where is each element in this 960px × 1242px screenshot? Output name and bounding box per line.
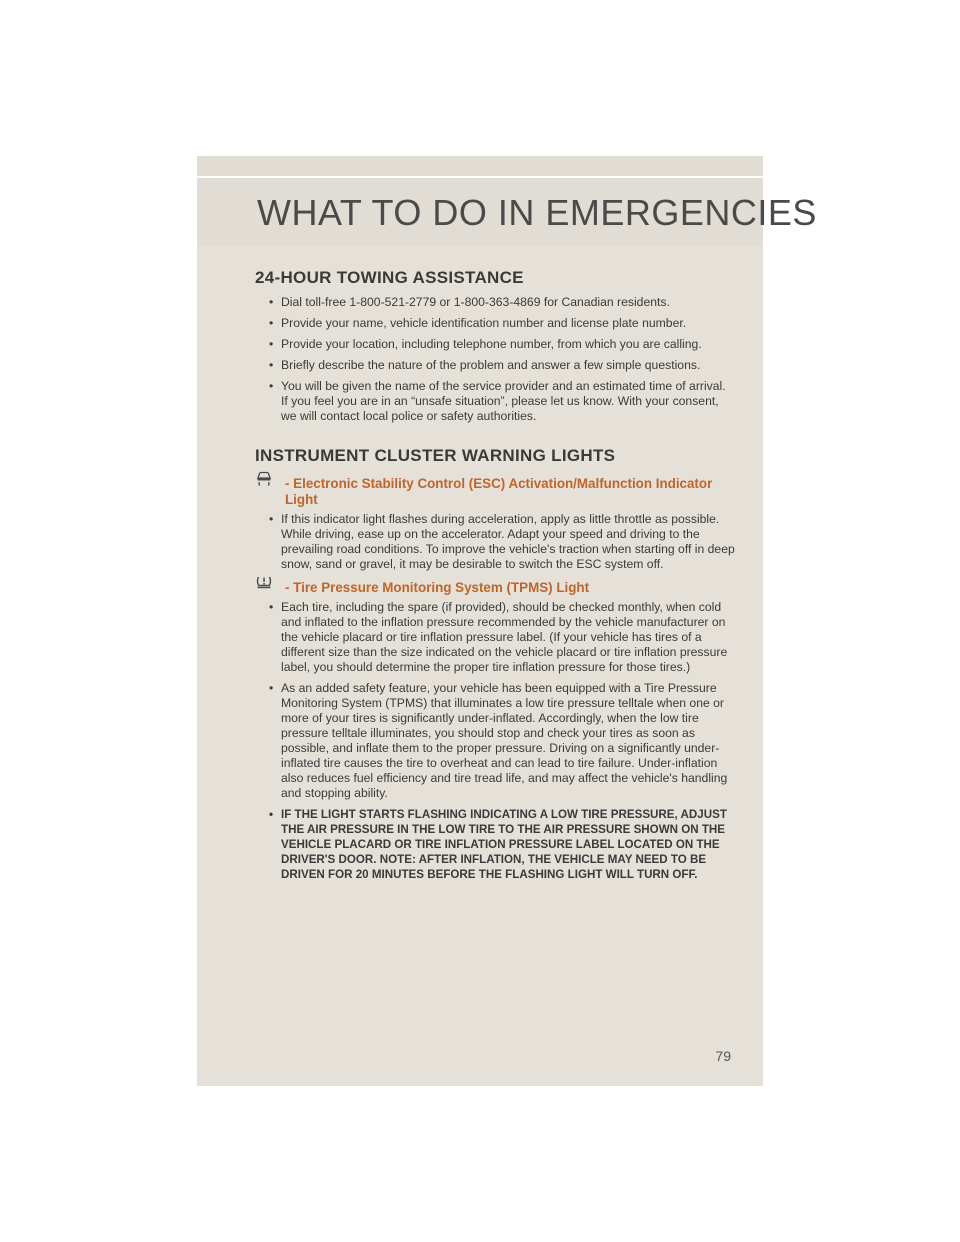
- towing-list: [255, 295, 735, 424]
- esc-list: [255, 512, 735, 572]
- towing-heading: 24-HOUR TOWING ASSISTANCE: [255, 268, 524, 287]
- list-item: • Dial toll-free 1-800-521-2779 or 1-800-363-4869 for Canadian residents.: [269, 295, 735, 310]
- manual-page: [197, 156, 817, 1086]
- section-title: WHAT TO DO IN EMERGENCIES: [257, 192, 817, 233]
- header-rule: [197, 176, 763, 178]
- list-item: • Provide your location, including telephone number, from which you are calling.: [269, 337, 735, 352]
- list-item: • Provide your name, vehicle identification number and license plate number.: [269, 316, 735, 331]
- list-item: • As an added safety feature, your vehicle has been equipped with a Tire Pressure Monitoring System (TPMS) that illuminates a low tire pressure telltale when one or more of your tires is significantly under-inflated. Accordingly, when the low tire pressure telltale illuminates, you should stop and check your tires as soon as possible, and inflate them to the proper pressure. Driving on a significantly under-inflated tire causes the tire to overheat and can lead to tire failure. Under-inflation also reduces fuel efficiency and tire tread life, and may affect the vehicle's handling and stopping ability.: [269, 681, 735, 801]
- list-item: • You will be given the name of the service provider and an estimated time of arrival. If you feel you are in an “unsafe situation”, please let us know. With your consent, we will contact local police or safety authorities.: [269, 379, 735, 424]
- tpms-tire-icon: [255, 574, 273, 590]
- list-item: • If this indicator light flashes during acceleration, apply as little throttle as possible. While driving, ease up on the accelerator. Adapt your speed and driving to the prevailing road conditions. To improve the vehicle's traction when starting off in deep snow, sand or gravel, it may be desirable to switch the ESC system off.: [269, 512, 735, 572]
- list-item: • Each tire, including the spare (if provided), should be checked monthly, when cold and inflated to the inflation pressure recommended by the vehicle manufacturer on the vehicle placard or tire inflation pressure label. (If your vehicle has tires of a different size than the size indicated on the vehicle placard or tire inflation pressure label, you should determine the proper tire inflation pressure for those tires.): [269, 600, 735, 675]
- warning-lights-heading: INSTRUMENT CLUSTER WARNING LIGHTS: [255, 446, 616, 465]
- tpms-list: [255, 600, 735, 882]
- esc-subheading: [255, 476, 735, 508]
- tpms-subheading: [255, 580, 735, 596]
- tpms-title: - Tire Pressure Monitoring System (TPMS) Light: [285, 580, 590, 595]
- esc-skid-car-icon: [255, 470, 273, 486]
- page-content: [255, 268, 735, 888]
- page-number: 79: [715, 1048, 731, 1064]
- list-item: • Briefly describe the nature of the problem and answer a few simple questions.: [269, 358, 735, 373]
- esc-title: - Electronic Stability Control (ESC) Activation/Malfunction Indicator Light: [285, 476, 713, 507]
- tpms-caps-warning: • IF THE LIGHT STARTS FLASHING INDICATING A LOW TIRE PRESSURE, ADJUST THE AIR PRESSURE IN THE LOW TIRE TO THE AIR PRESSURE SHOWN ON THE VEHICLE PLACARD OR TIRE INFLATION PRESSURE LABEL LOCATED ON THE DRIVER'S DOOR. NOTE: AFTER INFLATION, THE VEHICLE MAY NEED TO BE DRIVEN FOR 20 MINUTES BEFORE THE FLASHING LIGHT WILL TURN OFF.: [269, 807, 735, 882]
